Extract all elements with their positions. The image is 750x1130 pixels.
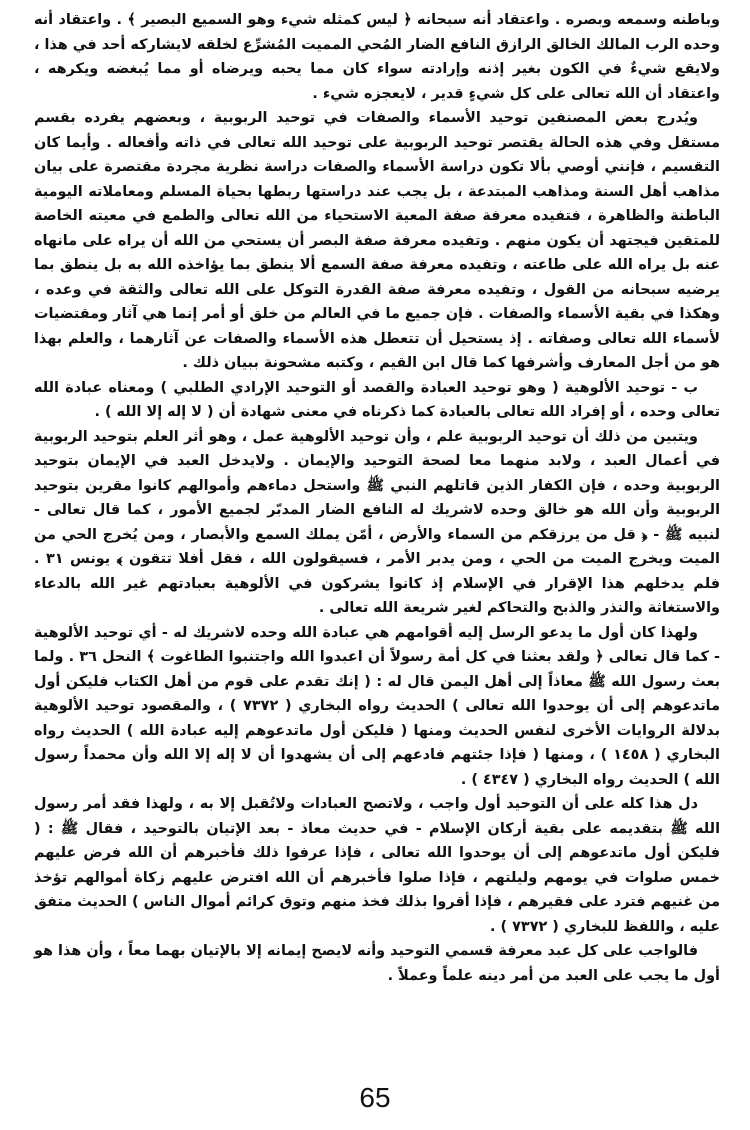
paragraph-3: ب - توحيد الألوهية ( وهو توحيد العبادة والقصد أو التوحيد الإرادي الطلبي ) ومعناه عبادة الله تعالى وحده ، أو إفراد الله تعالى بالعبادة كما ذكرناه في معنى شهادة أن ( لا إله إلا الله ) .: [34, 379, 720, 420]
paragraph-1: وباطنه وسمعه وبصره . واعتقاد أنه سبحانه ﴿ ليس كمثله شيء وهو السميع البصير ﴾ . واعتقاد أنه وحده الرب المالك الخالق الرازق النافع الضار المُحي المميت المُشرِّع لخلقه لايشاركه أحد في هذا ، ولايقع شيءٌ في الكون بغير إذنه وإرادته سواء كان مما يحبه ويرضاه أو مما يُبغضه ويكرهه ، واعتقاد أن الله تعالى على كل شيءٍ قدير ، لايعجزه شيء .: [34, 12, 720, 102]
paragraph-4: ويتبين من ذلك أن توحيد الربوبية علم ، وأن توحيد الألوهية عمل ، وهو أثر العلم بتوحيد الربوبية في أعمال العبد ، ولابد منهما معا لصحة التوحيد والإيمان . ولايدخل العبد في الإيمان بتوحيد الربوبية وحده ، فإن الكفار الذين قاتلهم النبي ﷺ واستحل دماءهم وأموالهم كانوا مقرين بتوحيد الربوبية وأن الله هو خالق وحده لاشريك له النافع الضار المدبّر لجميع الأمور ، كما قال تعالى - لنبيه ﷺ - ﴿ قل من يرزقكم من السماء والأرض ، أمّن يملك السمع والأبصار ، ومن يُخرج الحي من الميت ويخرج الميت من الحي ، ومن يدبر الأمر ، فسيقولون الله ، فقل أفلا تتقون ﴾ يونس ٣١ . فلم يدخلهم هذا الإقرار في الإسلام إذ كانوا يشركون في الألوهية بعبادتهم غير الله بالدعاء والاستغاثة والنذر والذبح والتحاكم لغير شريعة الله تعالى .: [34, 428, 720, 616]
paragraph-5: ولهذا كان أول ما يدعو الرسل إليه أقوامهم هي عبادة الله وحده لاشريك له - أي توحيد الألوهية - كما قال تعالى ﴿ ولقد بعثنا في كل أمة رسولاً أن اعبدوا الله واجتنبوا الطاغوت ﴾ النحل ٣٦ . ولما بعث رسول الله ﷺ معاذاً إلى أهل اليمن قال له : ( إنك تقدم على قوم من أهل الكتاب فليكن أول ماتدعوهم إلى أن يوحدوا الله تعالى ) الحديث رواه البخاري ( ٧٣٧٢ ) ، والمقصود توحيد الألوهية بدلالة الروايات الأخرى لنفس الحديث ومنها ( فليكن أول ماتدعوهم إليه عبادة الله ) الحديث رواه البخاري ( ١٤٥٨ ) ، ومنها ( فإذا جئتهم فادعهم إلى أن يشهدوا أن لا إله إلا الله وأن محمداً رسول الله ) الحديث رواه البخاري ( ٤٣٤٧ ) .: [34, 624, 720, 788]
paragraph-2: ويُدرج بعض المصنفين توحيد الأسماء والصفات في توحيد الربوبية ، وبعضهم يفرده بقسم مستقل وفي هذه الحالة يقتصر توحيد الربوبية على توحيد الله تعالى في ذاته وأفعاله . وأيما كان التقسيم ، فإنني أوصي بألا تكون دراسة الأسماء والصفات دراسة نظرية مجردة مقتصرة على بيان مذاهب أهل السنة ومذاهب المبتدعة ، بل يجب عند دراستها ربطها بحياة المسلم ومعاملاته اليومية الباطنة والظاهرة ، فتفيده معرفة صفة المعية الاستحياء من الله تعالى والطمع في معيته الخاصة للمتقين فيجتهد أن يكون منهم . وتفيده معرفة صفة البصر أن يستحي من الله أن يراه على مانهاه عنه بل يراه الله على طاعته ، وتفيده معرفة صفة السمع ألا ينطق بما يؤاخذه الله به بل ينطق بما يرضيه سبحانه من القول ، وتفيده معرفة صفة القدرة التوكل على الله تعالى والثقة في وعده ، وهكذا في بقية الأسماء والصفات . فإن جميع ما في العالم من خلق أو أمر إنما هي آثار ومقتضيات لأسماء الله تعالى وصفاته . إذ يستحيل أن تتعطل هذه الأسماء والصفات عن آثارهما ، والعلم بهذا هو من أجل المعارف وأشرفها كما قال ابن القيم ، وكتبه مشحونة ببيان ذلك .: [34, 110, 720, 371]
body-text: [34, 8, 720, 988]
paragraph-6: دل هذا كله على أن التوحيد أول واجب ، ولاتصح العبادات ولاتُقبل إلا به ، ولهذا فقد أمر رسول الله ﷺ بتقديمه على بقية أركان الإسلام - في حديث معاذ - بعد الإتيان بالتوحيد ، فقال ﷺ : ( فليكن أول ماتدعوهم إلى أن يوحدوا الله تعالى ، فإذا عرفوا ذلك فأخبرهم أن الله فرض عليهم خمس صلوات في يومهم وليلتهم ، فإذا صلوا فأخبرهم أن الله افترض عليهم زكاة أموالهم تؤخذ من غنيهم فترد على فقيرهم ، فإذا أقروا بذلك فخذ منهم وتوق كرائم أموال الناس ) الحديث متفق عليه ، واللفظ للبخاري ( ٧٣٧٢ ) .: [34, 796, 720, 935]
paragraph-7: فالواجب على كل عبد معرفة قسمي التوحيد وأنه لايصح إيمانه إلا بالإتيان بهما معاً ، وأن هذا هو أول ما يجب على العبد من أمر دينه علماً وعملاً .: [34, 943, 720, 984]
page-number: 65: [359, 1082, 391, 1113]
